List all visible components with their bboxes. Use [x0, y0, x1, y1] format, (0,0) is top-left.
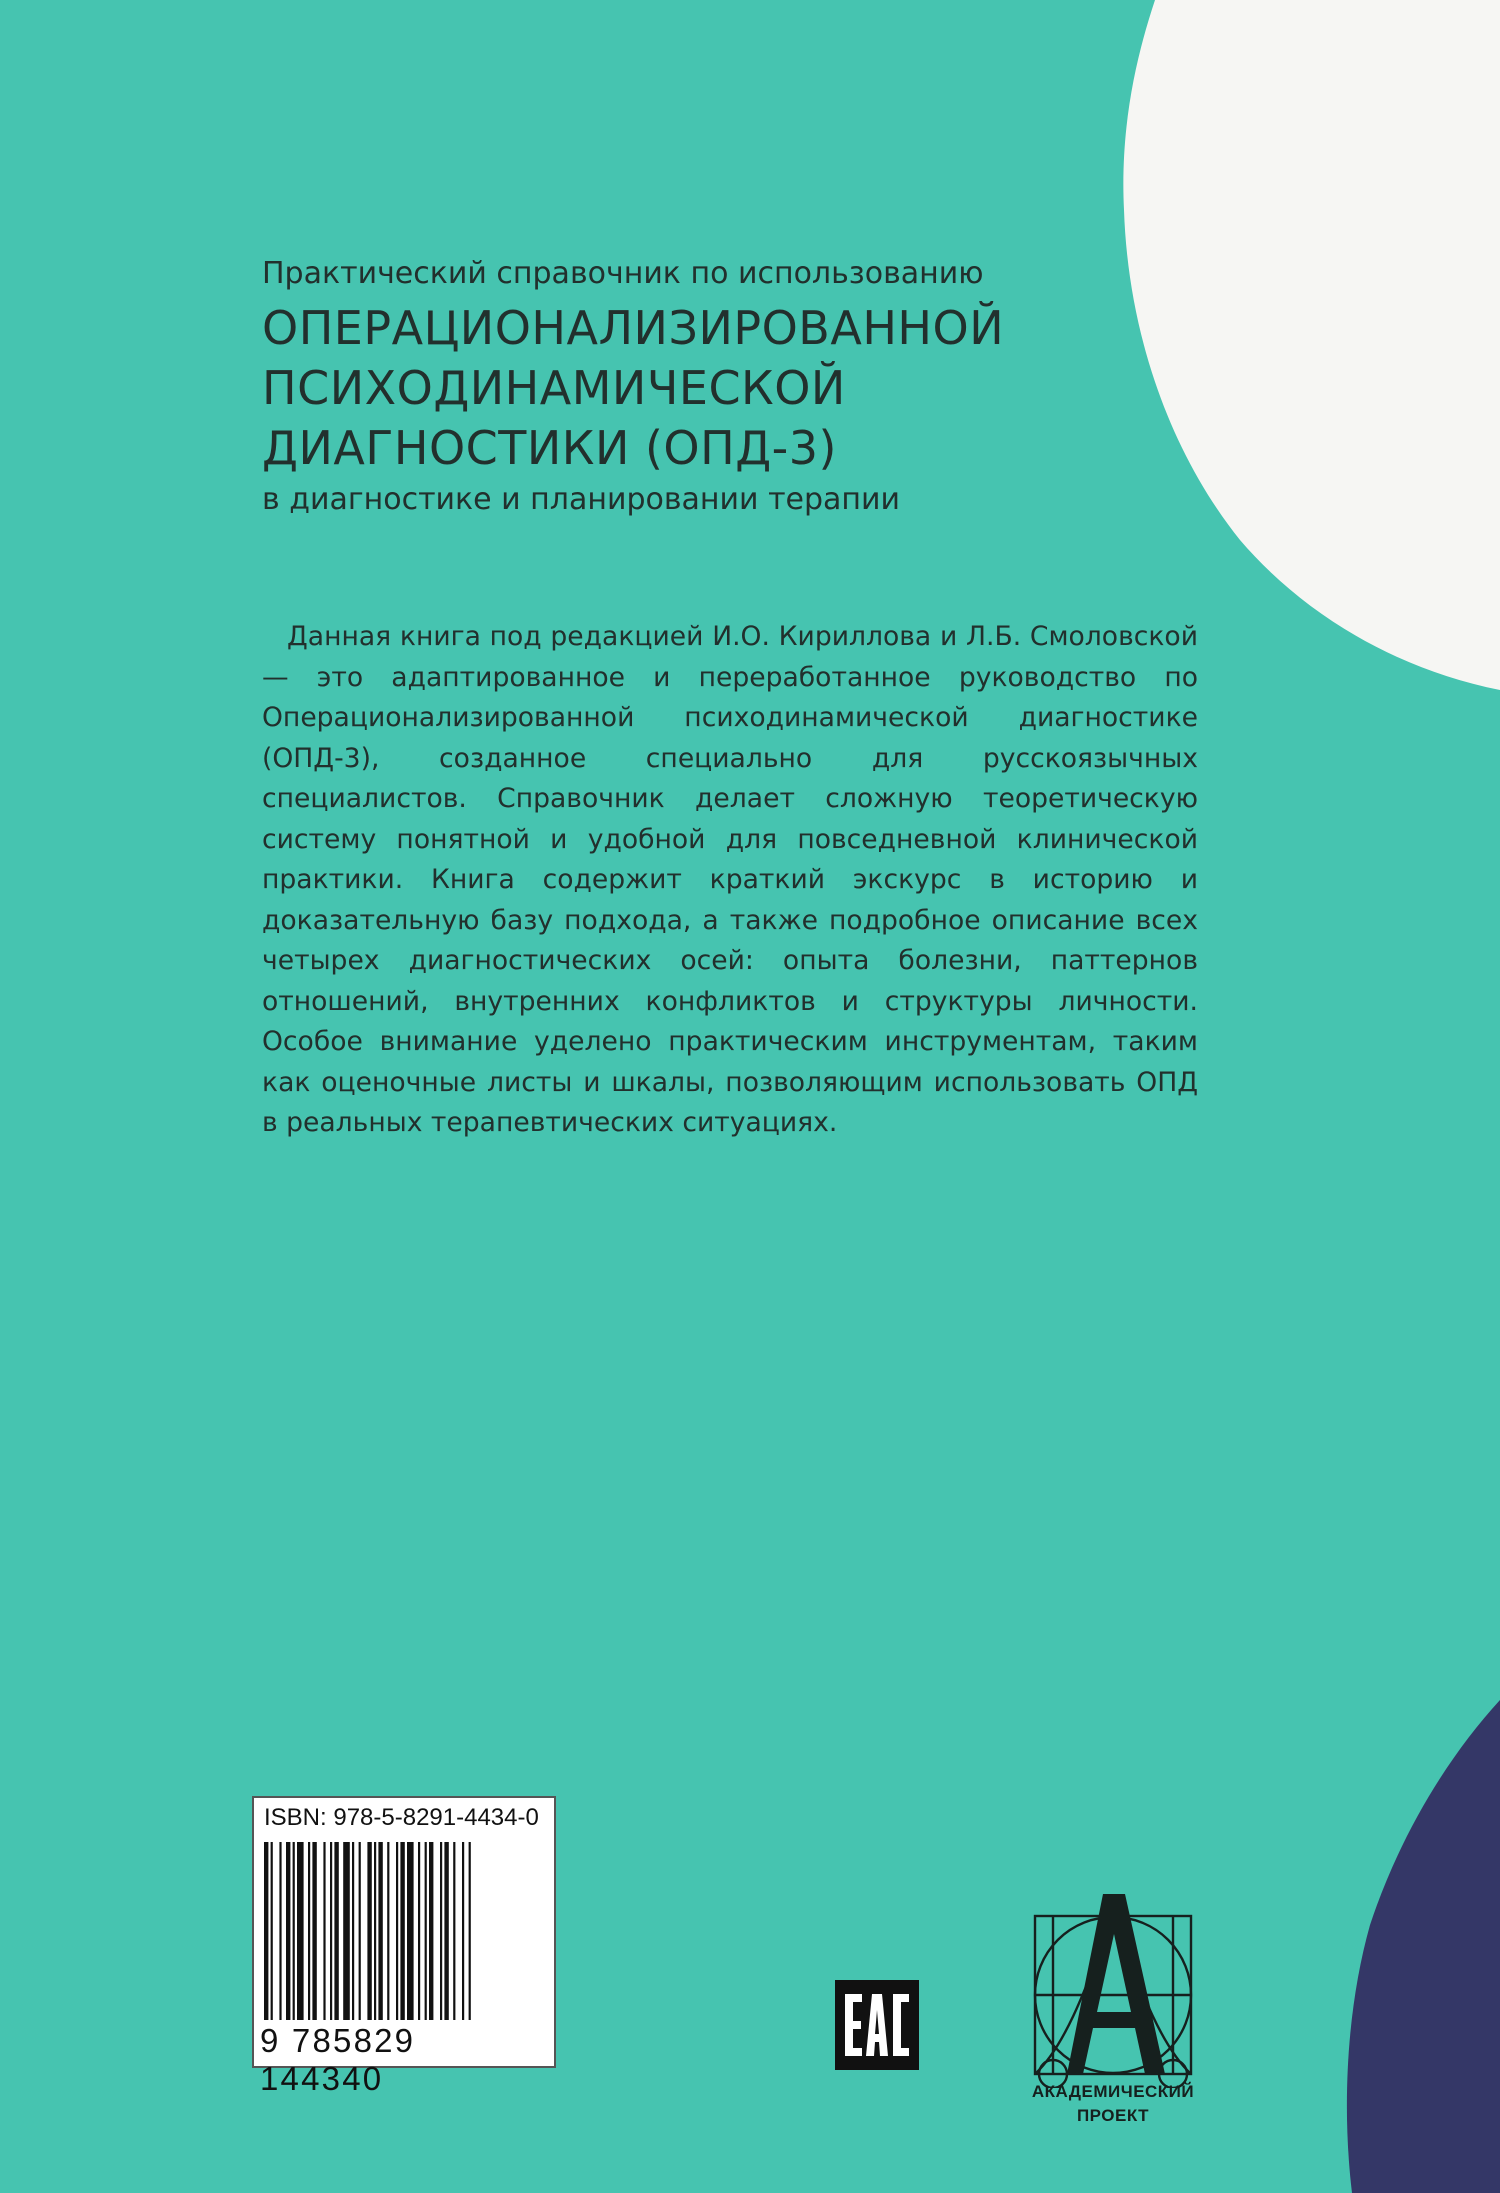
barcode-bar	[334, 1842, 338, 2020]
barcode-bar	[359, 1842, 361, 2020]
barcode-bar	[425, 1842, 427, 2020]
barcode-bar	[453, 1842, 455, 2020]
barcode-bar	[286, 1842, 290, 2020]
barcode-bar	[469, 1842, 471, 2020]
barcode-bar	[279, 1842, 281, 2020]
barcode-bar	[418, 1842, 420, 2020]
cover-subtitle: Практический справочник по использованию	[262, 256, 984, 291]
barcode-bar	[308, 1842, 310, 2020]
barcode-bar	[293, 1842, 295, 2020]
navy-blob-shape	[1347, 1700, 1500, 2193]
eac-mark-icon	[835, 1980, 919, 2070]
barcode-bar	[264, 1842, 268, 2020]
barcode-digits: 9 785829 144340	[260, 2022, 416, 2097]
barcode-bar	[462, 1842, 464, 2020]
publisher-name-line: АКАДЕМИЧЕСКИЙ	[1031, 2082, 1195, 2101]
barcode-bar	[330, 1842, 332, 2020]
barcode-bar	[374, 1842, 376, 2020]
barcode-bar	[343, 1842, 350, 2020]
barcode-bar	[440, 1842, 442, 2020]
barcode-bar	[367, 1842, 371, 2020]
cover-title-line: ДИАГНОСТИКИ (ОПД-3)	[262, 421, 837, 475]
barcode-bar	[400, 1842, 404, 2020]
barcode-bar	[396, 1842, 398, 2020]
barcode-bar	[407, 1842, 414, 2020]
barcode-bar	[271, 1842, 273, 2020]
barcode-bar	[297, 1842, 304, 2020]
barcode-bar	[387, 1842, 389, 2020]
cover-tagline: в диагностике и планировании терапии	[262, 482, 901, 517]
book-description: Данная книга под редакцией И.О. Кириллова и Л.Б. Смоловской — это адаптированное и переработанное руководство по Операционализированной психодинамической диагностике (ОПД-3), созданное специально для русскоязычных специалистов. Справочник делает сложную теоретическую систему понятной и удобной для повседневной клинической практики. Книга содержит краткий экскурс в историю и доказательную базу подхода, а также подробное описание всех четырех диагностических осей: опыта болезни, паттернов отношений, внутренних конфликтов и структуры личности. Особое внимание уделено практическим инструментам, таким как оценочные листы и шкалы, позволяющим использовать ОПД в реальных терапевтических ситуациях.	[262, 621, 1198, 1138]
cover-title	[262, 298, 1142, 478]
barcode-bar	[352, 1842, 354, 2020]
barcode-bar	[444, 1842, 448, 2020]
publisher-name-line: ПРОЕКТ	[1076, 2106, 1150, 2125]
isbn-label: ISBN: 978-5-8291-4434-0	[264, 1804, 539, 1831]
publisher-name	[1000, 2080, 1226, 2128]
cover-title-line: ПСИХОДИНАМИЧЕСКОЙ	[262, 361, 846, 415]
white-blob-shape	[1123, 0, 1500, 690]
barcode-bar	[323, 1842, 325, 2020]
barcode-icon	[262, 1842, 546, 2020]
title-block	[262, 254, 1142, 520]
barcode-panel	[252, 1796, 556, 2097]
academic-project-logo-icon	[1013, 1888, 1213, 2088]
barcode-bar	[429, 1842, 433, 2020]
cover-title-line: ОПЕРАЦИОНАЛИЗИРОВАННОЙ	[262, 301, 1005, 355]
barcode-bar	[378, 1842, 382, 2020]
barcode-bar	[312, 1842, 316, 2020]
